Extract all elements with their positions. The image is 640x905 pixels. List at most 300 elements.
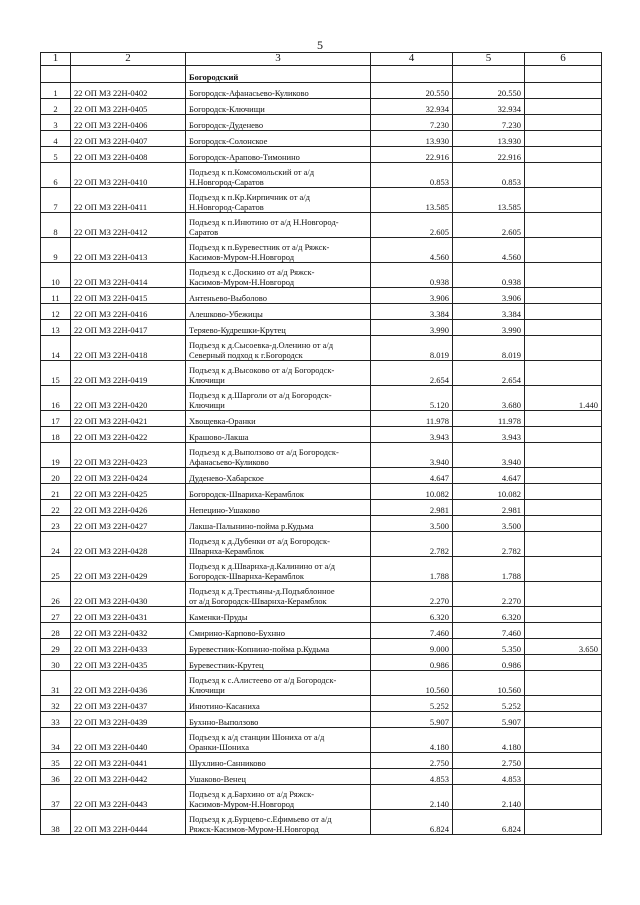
road-name-line: Буревестник-Крутец bbox=[189, 659, 264, 670]
row-number: 1 bbox=[41, 83, 71, 99]
length-total: 7.460 bbox=[371, 623, 453, 639]
road-code: 22 ОП МЗ 22Н-0405 bbox=[71, 99, 186, 115]
length-total: 4.647 bbox=[371, 468, 453, 484]
road-name bbox=[186, 484, 371, 500]
road-name bbox=[186, 115, 371, 131]
row-number: 11 bbox=[41, 288, 71, 304]
length-col5: 2.270 bbox=[453, 582, 525, 607]
road-name bbox=[186, 500, 371, 516]
road-name bbox=[186, 655, 371, 671]
length-total: 8.019 bbox=[371, 336, 453, 361]
road-name-line: Подъезд к д.Шварнха-д.Калинино от а/д bbox=[189, 561, 335, 571]
road-name-line: Подъезд к п.Буревестник от а/д Ряжск- bbox=[189, 242, 330, 252]
road-code: 22 ОП МЗ 22Н-0443 bbox=[71, 785, 186, 810]
header-cell: 3 bbox=[186, 53, 371, 66]
section-row bbox=[41, 66, 602, 83]
length-col6 bbox=[525, 213, 602, 238]
length-col5: 5.252 bbox=[453, 696, 525, 712]
road-name-line: Подъезд к с.Доскино от а/д Ряжск- bbox=[189, 267, 315, 277]
road-name-line: Касимов-Муром-Н.Новгород bbox=[189, 251, 295, 262]
header-cell: 5 bbox=[453, 53, 525, 66]
road-name-line: Инютино-Касаниха bbox=[189, 700, 260, 711]
road-name-line: Смирино-Карпово-Бухнно bbox=[189, 627, 285, 638]
table-row bbox=[41, 131, 602, 147]
road-code: 22 ОП МЗ 22Н-0441 bbox=[71, 753, 186, 769]
length-total: 2.782 bbox=[371, 532, 453, 557]
table-row bbox=[41, 361, 602, 386]
row-number: 5 bbox=[41, 147, 71, 163]
row-number: 33 bbox=[41, 712, 71, 728]
length-col5: 2.605 bbox=[453, 213, 525, 238]
length-col5: 22.916 bbox=[453, 147, 525, 163]
table-row bbox=[41, 288, 602, 304]
road-name bbox=[186, 532, 371, 557]
table-row bbox=[41, 484, 602, 500]
length-col6 bbox=[525, 769, 602, 785]
length-col6 bbox=[525, 468, 602, 484]
table-row bbox=[41, 785, 602, 810]
length-total: 7.230 bbox=[371, 115, 453, 131]
length-total: 3.940 bbox=[371, 443, 453, 468]
road-name-line: Каменки-Пруды bbox=[189, 611, 248, 622]
row-number: 22 bbox=[41, 500, 71, 516]
road-name-line: Шухлино-Санниково bbox=[189, 757, 266, 768]
road-code: 22 ОП МЗ 22Н-0428 bbox=[71, 532, 186, 557]
road-code: 22 ОП МЗ 22Н-0440 bbox=[71, 728, 186, 753]
road-name-line: Подъезд к п.Комсомольский от а/д bbox=[189, 167, 315, 177]
road-code: 22 ОП МЗ 22Н-0424 bbox=[71, 468, 186, 484]
row-number: 15 bbox=[41, 361, 71, 386]
road-name bbox=[186, 639, 371, 655]
length-total: 0.853 bbox=[371, 163, 453, 188]
length-col5: 20.550 bbox=[453, 83, 525, 99]
length-col6 bbox=[525, 655, 602, 671]
length-col6 bbox=[525, 443, 602, 468]
road-name-line: Алешково-Убежицы bbox=[189, 308, 263, 319]
length-col6 bbox=[525, 557, 602, 582]
length-col5: 4.560 bbox=[453, 238, 525, 263]
road-name bbox=[186, 288, 371, 304]
length-col5: 8.019 bbox=[453, 336, 525, 361]
road-name bbox=[186, 386, 371, 411]
road-name-line: Ушаково-Венец bbox=[189, 773, 246, 784]
length-col6 bbox=[525, 810, 602, 835]
table-row bbox=[41, 99, 602, 115]
road-name-line: Афанасьево-Куликово bbox=[189, 456, 269, 467]
table-row bbox=[41, 83, 602, 99]
row-number: 2 bbox=[41, 99, 71, 115]
length-col6 bbox=[525, 336, 602, 361]
road-name-line: Ряжск-Касимов-Муром-Н.Новгород bbox=[189, 823, 319, 834]
road-name-line: Богородск-Шварнха-Керамблок bbox=[189, 570, 305, 581]
length-col5: 3.940 bbox=[453, 443, 525, 468]
road-name-line: Подъезд к д.Трестьяны-д.Подъяблонное bbox=[189, 586, 335, 596]
length-col6 bbox=[525, 83, 602, 99]
road-code: 22 ОП МЗ 22Н-0415 bbox=[71, 288, 186, 304]
road-name bbox=[186, 83, 371, 99]
road-code: 22 ОП МЗ 22Н-0431 bbox=[71, 607, 186, 623]
road-code: 22 ОП МЗ 22Н-0444 bbox=[71, 810, 186, 835]
road-name bbox=[186, 131, 371, 147]
road-name bbox=[186, 147, 371, 163]
length-col5: 4.180 bbox=[453, 728, 525, 753]
header-cell: 1 bbox=[41, 53, 71, 66]
road-name-line: Подъезд к п.Инютино от а/д Н.Новгород- bbox=[189, 217, 339, 227]
length-col6 bbox=[525, 238, 602, 263]
length-col5: 2.782 bbox=[453, 532, 525, 557]
road-name bbox=[186, 99, 371, 115]
header-cell: 4 bbox=[371, 53, 453, 66]
table-row bbox=[41, 607, 602, 623]
road-name-line: Непецино-Ушаково bbox=[189, 504, 260, 515]
row-number: 16 bbox=[41, 386, 71, 411]
road-name bbox=[186, 557, 371, 582]
length-col5: 2.750 bbox=[453, 753, 525, 769]
length-col6 bbox=[525, 728, 602, 753]
road-name bbox=[186, 443, 371, 468]
length-col6 bbox=[525, 115, 602, 131]
length-col5: 6.824 bbox=[453, 810, 525, 835]
road-name-line: Бухнно-Выползово bbox=[189, 716, 259, 727]
length-total: 5.252 bbox=[371, 696, 453, 712]
road-name-line: Крашово-Лакша bbox=[189, 431, 249, 442]
road-name-line: Богородск-Швариха-Керамблок bbox=[189, 488, 305, 499]
length-col5: 5.907 bbox=[453, 712, 525, 728]
road-name bbox=[186, 607, 371, 623]
road-code: 22 ОП МЗ 22Н-0430 bbox=[71, 582, 186, 607]
row-number: 32 bbox=[41, 696, 71, 712]
length-col5: 13.585 bbox=[453, 188, 525, 213]
road-name bbox=[186, 361, 371, 386]
table-row bbox=[41, 115, 602, 131]
road-name-line: Н.Новгород-Саратов bbox=[189, 201, 264, 212]
length-col5: 2.140 bbox=[453, 785, 525, 810]
table-row bbox=[41, 411, 602, 427]
table-row bbox=[41, 712, 602, 728]
road-name-line: Богородск-Ключищи bbox=[189, 103, 265, 114]
row-number: 18 bbox=[41, 427, 71, 443]
page-number: 5 bbox=[317, 38, 323, 52]
road-name bbox=[186, 785, 371, 810]
row-number: 36 bbox=[41, 769, 71, 785]
road-code: 22 ОП МЗ 22Н-0439 bbox=[71, 712, 186, 728]
length-total: 5.907 bbox=[371, 712, 453, 728]
table-row bbox=[41, 671, 602, 696]
road-name bbox=[186, 188, 371, 213]
road-name-line: Хвощевка-Оранки bbox=[189, 415, 256, 426]
length-col5: 7.460 bbox=[453, 623, 525, 639]
table-row bbox=[41, 582, 602, 607]
road-name bbox=[186, 769, 371, 785]
table-row bbox=[41, 336, 602, 361]
length-col6 bbox=[525, 532, 602, 557]
road-code: 22 ОП МЗ 22Н-0411 bbox=[71, 188, 186, 213]
road-code: 22 ОП МЗ 22Н-0413 bbox=[71, 238, 186, 263]
road-code: 22 ОП МЗ 22Н-0436 bbox=[71, 671, 186, 696]
length-col5: 0.853 bbox=[453, 163, 525, 188]
length-total: 6.824 bbox=[371, 810, 453, 835]
length-col6 bbox=[525, 263, 602, 288]
table-row bbox=[41, 500, 602, 516]
roads-table bbox=[40, 52, 602, 835]
road-code: 22 ОП МЗ 22Н-0425 bbox=[71, 484, 186, 500]
row-number: 4 bbox=[41, 131, 71, 147]
length-col6 bbox=[525, 516, 602, 532]
road-name-line: Подъезд к д.Шарголи от а/д Богородск- bbox=[189, 390, 332, 400]
road-name bbox=[186, 163, 371, 188]
road-name bbox=[186, 623, 371, 639]
road-name bbox=[186, 263, 371, 288]
row-number: 30 bbox=[41, 655, 71, 671]
road-name-line: Саратов bbox=[189, 226, 219, 237]
road-code: 22 ОП МЗ 22Н-0417 bbox=[71, 320, 186, 336]
road-name-line: Подъезд к д.Выползово от а/д Богородск- bbox=[189, 447, 339, 457]
road-code: 22 ОП МЗ 22Н-0426 bbox=[71, 500, 186, 516]
road-name-line: Богородск-Солонское bbox=[189, 135, 268, 146]
road-name-line: Ключищи bbox=[189, 399, 225, 410]
length-total: 1.788 bbox=[371, 557, 453, 582]
length-col6 bbox=[525, 427, 602, 443]
length-total: 3.500 bbox=[371, 516, 453, 532]
length-col6 bbox=[525, 753, 602, 769]
table-row bbox=[41, 163, 602, 188]
length-col6: 3.650 bbox=[525, 639, 602, 655]
length-col5: 10.082 bbox=[453, 484, 525, 500]
length-total: 13.930 bbox=[371, 131, 453, 147]
length-col5: 5.350 bbox=[453, 639, 525, 655]
length-total: 4.180 bbox=[371, 728, 453, 753]
length-total: 13.585 bbox=[371, 188, 453, 213]
table-row bbox=[41, 427, 602, 443]
road-name-line: Подъезд к д.Бурцево-с.Ефимьево от а/д bbox=[189, 814, 332, 824]
length-total: 4.560 bbox=[371, 238, 453, 263]
road-name-line: Касимов-Муром-Н.Новгород bbox=[189, 276, 295, 287]
road-code: 22 ОП МЗ 22Н-0433 bbox=[71, 639, 186, 655]
length-col6 bbox=[525, 484, 602, 500]
table-row bbox=[41, 532, 602, 557]
table-row bbox=[41, 213, 602, 238]
road-name bbox=[186, 810, 371, 835]
road-code: 22 ОП МЗ 22Н-0427 bbox=[71, 516, 186, 532]
road-name-line: Дуденево-Хабарское bbox=[189, 472, 264, 483]
road-name-line: Подъезд к п.Кр.Кирпичник от а/д bbox=[189, 192, 310, 202]
row-number: 37 bbox=[41, 785, 71, 810]
table-row bbox=[41, 238, 602, 263]
length-col6 bbox=[525, 411, 602, 427]
length-col6 bbox=[525, 99, 602, 115]
length-col6 bbox=[525, 785, 602, 810]
road-name bbox=[186, 753, 371, 769]
length-total: 9.000 bbox=[371, 639, 453, 655]
road-name-line: от а/д Богородск-Шварнха-Керамблок bbox=[189, 595, 327, 606]
road-code: 22 ОП МЗ 22Н-0414 bbox=[71, 263, 186, 288]
road-name bbox=[186, 320, 371, 336]
road-code: 22 ОП МЗ 22Н-0410 bbox=[71, 163, 186, 188]
road-name-line: Оранки-Шониха bbox=[189, 741, 250, 752]
row-number: 6 bbox=[41, 163, 71, 188]
row-number: 13 bbox=[41, 320, 71, 336]
road-name-line: Северный подход к г.Богородск bbox=[189, 349, 303, 360]
length-col6 bbox=[525, 131, 602, 147]
length-total: 2.605 bbox=[371, 213, 453, 238]
road-name-line: Антеньево-Выболово bbox=[189, 292, 267, 303]
road-name-line: Ключищи bbox=[189, 684, 225, 695]
length-total: 5.120 bbox=[371, 386, 453, 411]
length-total: 0.938 bbox=[371, 263, 453, 288]
road-name bbox=[186, 213, 371, 238]
header-cell: 2 bbox=[71, 53, 186, 66]
length-col5: 4.647 bbox=[453, 468, 525, 484]
table-row bbox=[41, 769, 602, 785]
length-col6 bbox=[525, 163, 602, 188]
length-total: 22.916 bbox=[371, 147, 453, 163]
row-number: 10 bbox=[41, 263, 71, 288]
length-total: 2.270 bbox=[371, 582, 453, 607]
length-col5: 2.654 bbox=[453, 361, 525, 386]
section-title: Богородский bbox=[186, 66, 371, 83]
road-name-line: Подъезд к с.Алистеево от а/д Богородск- bbox=[189, 675, 337, 685]
row-number: 7 bbox=[41, 188, 71, 213]
road-name bbox=[186, 304, 371, 320]
length-total: 11.978 bbox=[371, 411, 453, 427]
length-col5: 1.788 bbox=[453, 557, 525, 582]
road-code: 22 ОП МЗ 22Н-0408 bbox=[71, 147, 186, 163]
length-col6 bbox=[525, 304, 602, 320]
length-col6 bbox=[525, 582, 602, 607]
road-code: 22 ОП МЗ 22Н-0422 bbox=[71, 427, 186, 443]
length-col5: 3.906 bbox=[453, 288, 525, 304]
table-row bbox=[41, 443, 602, 468]
road-name bbox=[186, 468, 371, 484]
length-col5: 32.934 bbox=[453, 99, 525, 115]
road-name-line: Буревестник-Копнино-пойма р.Кудьма bbox=[189, 643, 330, 654]
length-col5: 4.853 bbox=[453, 769, 525, 785]
table-row bbox=[41, 468, 602, 484]
road-code: 22 ОП МЗ 22Н-0416 bbox=[71, 304, 186, 320]
row-number: 24 bbox=[41, 532, 71, 557]
table-row bbox=[41, 263, 602, 288]
row-number: 12 bbox=[41, 304, 71, 320]
table-row bbox=[41, 623, 602, 639]
road-code: 22 ОП МЗ 22Н-0402 bbox=[71, 83, 186, 99]
road-name-line: Теряево-Кудрешки-Крутец bbox=[189, 324, 286, 335]
length-col6 bbox=[525, 188, 602, 213]
road-name-line: Подъезд к д.Сысоевка-д.Оленино от а/д bbox=[189, 340, 334, 350]
road-name bbox=[186, 238, 371, 263]
road-name-line: Богородск-Афанасьево-Куликово bbox=[189, 87, 309, 98]
length-total: 10.082 bbox=[371, 484, 453, 500]
table-row bbox=[41, 728, 602, 753]
length-col5: 3.990 bbox=[453, 320, 525, 336]
length-col5: 3.680 bbox=[453, 386, 525, 411]
length-col5: 2.981 bbox=[453, 500, 525, 516]
road-name-line: Шварнха-Керамблок bbox=[189, 545, 265, 556]
length-total: 2.140 bbox=[371, 785, 453, 810]
road-code: 22 ОП МЗ 22Н-0419 bbox=[71, 361, 186, 386]
length-total: 6.320 bbox=[371, 607, 453, 623]
road-code: 22 ОП МЗ 22Н-0412 bbox=[71, 213, 186, 238]
road-name-line: Богородск-Дуденево bbox=[189, 119, 264, 130]
table-row bbox=[41, 639, 602, 655]
road-code: 22 ОП МЗ 22Н-0407 bbox=[71, 131, 186, 147]
road-name-line: Н.Новгород-Саратов bbox=[189, 176, 264, 187]
row-number: 20 bbox=[41, 468, 71, 484]
length-col5: 10.560 bbox=[453, 671, 525, 696]
table-row bbox=[41, 516, 602, 532]
table-row bbox=[41, 304, 602, 320]
road-name-line: Касимов-Муром-Н.Новгород bbox=[189, 798, 295, 809]
road-code: 22 ОП МЗ 22Н-0423 bbox=[71, 443, 186, 468]
row-number: 26 bbox=[41, 582, 71, 607]
road-code: 22 ОП МЗ 22Н-0418 bbox=[71, 336, 186, 361]
table-row bbox=[41, 386, 602, 411]
length-total: 2.750 bbox=[371, 753, 453, 769]
length-col5: 11.978 bbox=[453, 411, 525, 427]
length-col6 bbox=[525, 320, 602, 336]
header-row bbox=[41, 53, 602, 66]
length-total: 3.906 bbox=[371, 288, 453, 304]
length-col5: 7.230 bbox=[453, 115, 525, 131]
row-number: 17 bbox=[41, 411, 71, 427]
length-total: 2.654 bbox=[371, 361, 453, 386]
row-number: 25 bbox=[41, 557, 71, 582]
length-total: 2.981 bbox=[371, 500, 453, 516]
length-total: 3.943 bbox=[371, 427, 453, 443]
table-row bbox=[41, 147, 602, 163]
road-name-line: Подъезд к д.Бархино от а/д Ряжск- bbox=[189, 789, 315, 799]
table-row bbox=[41, 188, 602, 213]
length-col6 bbox=[525, 696, 602, 712]
road-name bbox=[186, 411, 371, 427]
length-col6: 1.440 bbox=[525, 386, 602, 411]
length-col5: 0.938 bbox=[453, 263, 525, 288]
length-col6 bbox=[525, 288, 602, 304]
road-name-line: Богородск-Арапово-Тимонино bbox=[189, 151, 300, 162]
length-col6 bbox=[525, 671, 602, 696]
length-total: 32.934 bbox=[371, 99, 453, 115]
length-col5: 3.500 bbox=[453, 516, 525, 532]
road-name bbox=[186, 696, 371, 712]
row-number: 34 bbox=[41, 728, 71, 753]
header-cell: 6 bbox=[525, 53, 602, 66]
length-col6 bbox=[525, 607, 602, 623]
table-row bbox=[41, 753, 602, 769]
length-col5: 6.320 bbox=[453, 607, 525, 623]
road-name bbox=[186, 728, 371, 753]
road-code: 22 ОП МЗ 22Н-0420 bbox=[71, 386, 186, 411]
road-code: 22 ОП МЗ 22Н-0406 bbox=[71, 115, 186, 131]
road-code: 22 ОП МЗ 22Н-0429 bbox=[71, 557, 186, 582]
road-name bbox=[186, 336, 371, 361]
length-total: 10.560 bbox=[371, 671, 453, 696]
length-col5: 13.930 bbox=[453, 131, 525, 147]
road-name bbox=[186, 671, 371, 696]
row-number: 21 bbox=[41, 484, 71, 500]
row-number: 19 bbox=[41, 443, 71, 468]
road-name bbox=[186, 582, 371, 607]
length-total: 3.990 bbox=[371, 320, 453, 336]
road-name-line: Ключищи bbox=[189, 374, 225, 385]
row-number: 35 bbox=[41, 753, 71, 769]
length-col6 bbox=[525, 361, 602, 386]
row-number: 31 bbox=[41, 671, 71, 696]
road-name-line: Подъезд к д.Дубенки от а/д Богородск- bbox=[189, 536, 330, 546]
road-name bbox=[186, 427, 371, 443]
row-number: 28 bbox=[41, 623, 71, 639]
length-col6 bbox=[525, 147, 602, 163]
road-code: 22 ОП МЗ 22Н-0432 bbox=[71, 623, 186, 639]
road-code: 22 ОП МЗ 22Н-0421 bbox=[71, 411, 186, 427]
